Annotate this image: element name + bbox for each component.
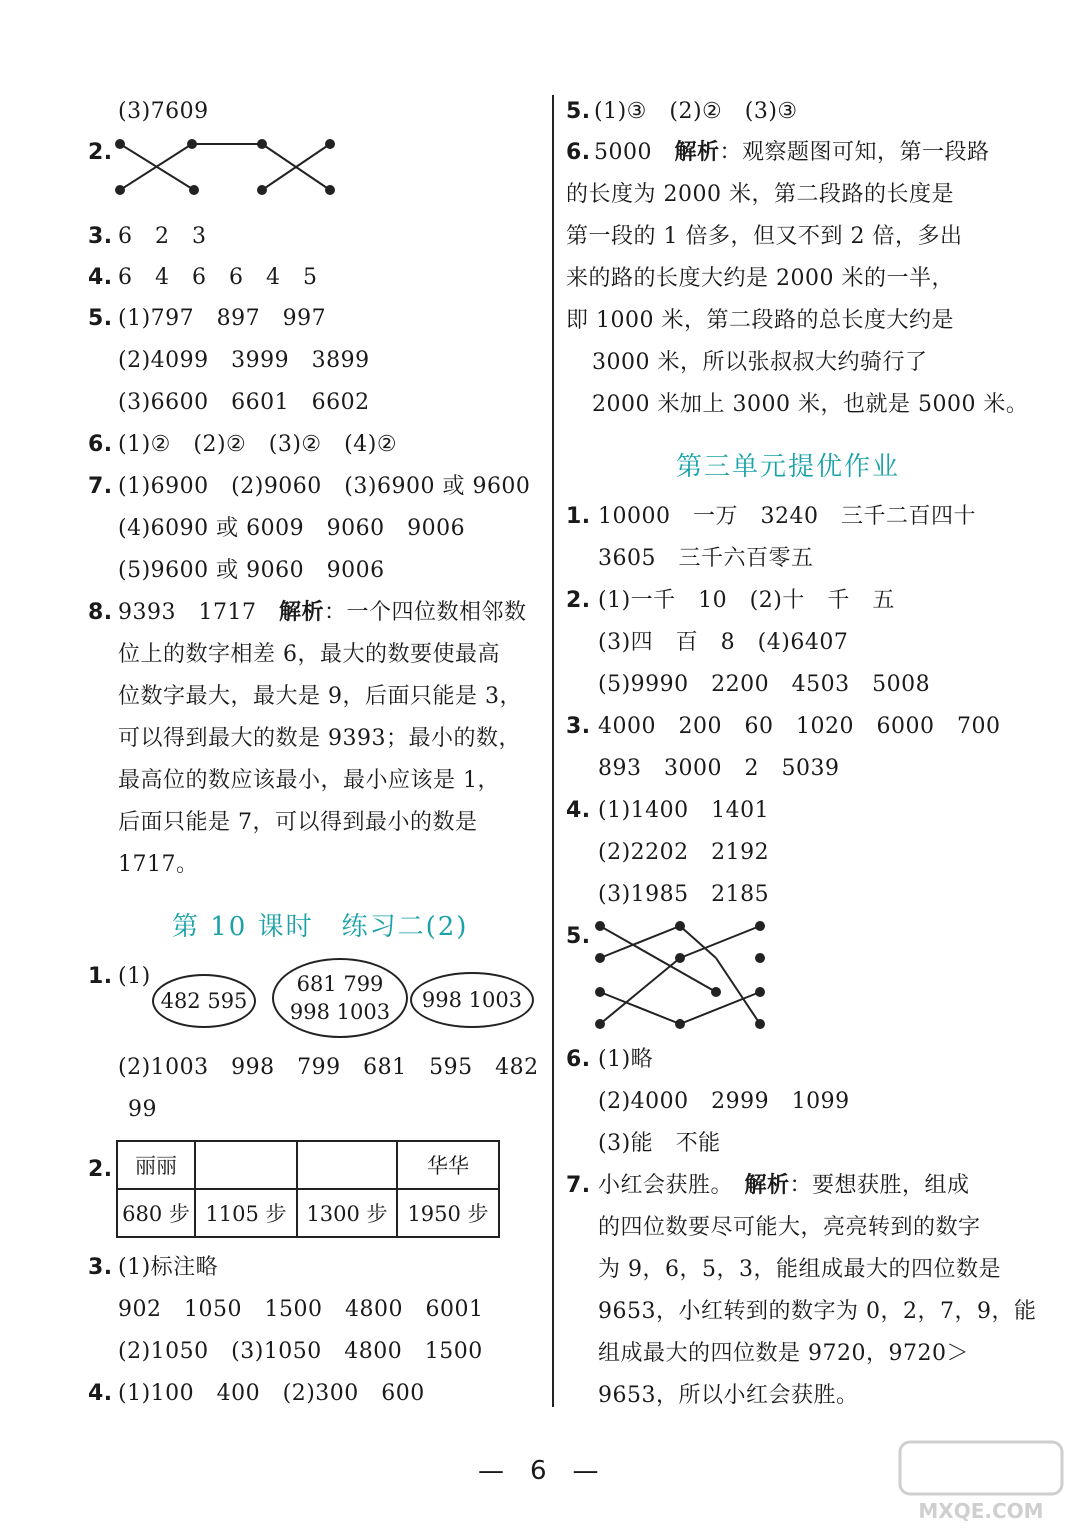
question-number: 4. xyxy=(88,1381,113,1406)
question-number: 8. xyxy=(88,600,113,625)
answer-line: (2)4099 3999 3899 xyxy=(118,348,370,373)
answer-line: 6 2 3 xyxy=(118,224,207,249)
table-cell: 680 步 xyxy=(117,1189,195,1237)
answer-line: (1)一千 10 (2)十 千 五 xyxy=(598,588,895,613)
answer-line: 3605 三千六百零五 xyxy=(598,546,814,571)
answer-line: 组成最大的四位数是 9720，9720＞ xyxy=(598,1341,969,1366)
number-ellipse: 681 799 998 1003 xyxy=(272,958,408,1038)
answer-line: 4000 200 60 1020 6000 700 xyxy=(598,714,1001,739)
question-number: 3. xyxy=(566,714,591,739)
answer-line: 来的路的长度大约是 2000 米的一半， xyxy=(566,266,954,291)
table-row xyxy=(117,1189,499,1237)
answer-line: 3000 米，所以张叔叔大约骑行了 xyxy=(592,350,928,375)
answer-line: (3)6600 6601 6602 xyxy=(118,390,370,415)
answer-line: 902 1050 1500 4800 6001 xyxy=(118,1297,484,1322)
question-number: 4. xyxy=(88,265,113,290)
table-cell: 1950 步 xyxy=(397,1189,499,1237)
table-cell xyxy=(297,1141,397,1189)
answer-line: 6 4 6 6 4 5 xyxy=(118,265,318,290)
question-number: 2. xyxy=(88,140,113,165)
answer-line: (1)③ (2)② (3)③ xyxy=(594,99,798,124)
question-number: 1. xyxy=(88,964,113,989)
answer-line: 的四位数要尽可能大，亮亮转到的数字 xyxy=(598,1215,981,1240)
answer-line: 可以得到最大的数是 9393；最小的数， xyxy=(118,726,521,751)
answer-line: 99 xyxy=(128,1097,157,1122)
answer-line: 9393 1717 解析：一个四位数相邻数 xyxy=(118,600,527,625)
table-cell: 1300 步 xyxy=(297,1189,397,1237)
answer-line: (1)② (2)② (3)② (4)② xyxy=(118,432,398,457)
watermark-logo xyxy=(896,1438,1066,1528)
number-ellipse: 482 595 xyxy=(152,974,256,1028)
answer-line: (3)7609 xyxy=(118,99,209,124)
answer-line: (3)能 不能 xyxy=(598,1131,721,1156)
steps-table xyxy=(116,1140,500,1238)
page-number: — 6 — xyxy=(478,1456,599,1486)
answer-line: 后面只能是 7，可以得到最小的数是 xyxy=(118,810,478,835)
analysis-keyword: 解析 xyxy=(674,140,720,165)
answer-line: (2)2202 2192 xyxy=(598,840,770,865)
answer-line: (3)四 百 8 (4)6407 xyxy=(598,630,849,655)
matching-lines-diagram xyxy=(592,912,772,1032)
answer-line: (1)100 400 (2)300 600 xyxy=(118,1381,425,1406)
answer-line: (2)1003 998 799 681 595 482 xyxy=(118,1055,539,1080)
question-number: 5. xyxy=(566,99,591,124)
answer-line: (4)6090 或 6009 9060 9006 xyxy=(118,516,466,541)
question-number: 3. xyxy=(88,224,113,249)
question-number: 1. xyxy=(566,504,591,529)
question-number: 6. xyxy=(566,1047,591,1072)
answer-line: 即 1000 米，第二段路的总长度大约是 xyxy=(566,308,954,333)
answer-line: (5)9600 或 9060 9006 xyxy=(118,558,385,583)
answer-line: (3)1985 2185 xyxy=(598,882,770,907)
answer-line: (1)1400 1401 xyxy=(598,798,770,823)
answer-line: 小红会获胜。 解析：要想获胜，组成 xyxy=(598,1173,970,1198)
question-number: 5. xyxy=(88,306,113,331)
watermark-text: MXQE.COM xyxy=(918,1499,1044,1523)
answer-line: (1)6900 (2)9060 (3)6900 或 9600 xyxy=(118,474,531,499)
question-number: 7. xyxy=(566,1173,591,1198)
answer-line: 为 9，6，5，3，能组成最大的四位数是 xyxy=(598,1257,1001,1282)
answer-line: (1)标注略 xyxy=(118,1255,219,1280)
question-number: 6. xyxy=(88,432,113,457)
answer-line: (1) xyxy=(118,964,151,989)
section-title: 第 10 课时 练习二(2) xyxy=(172,912,469,942)
analysis-keyword: 解析 xyxy=(278,600,324,625)
question-number: 7. xyxy=(88,474,113,499)
answer-line: 第一段的 1 倍多，但又不到 2 倍，多出 xyxy=(566,224,963,249)
table-cell: 华华 xyxy=(397,1141,499,1189)
answer-line: 位上的数字相差 6，最大的数要使最高 xyxy=(118,642,500,667)
answer-line: 最高位的数应该最小，最小应该是 1， xyxy=(118,768,500,793)
question-number: 2. xyxy=(566,588,591,613)
answer-line: (5)9990 2200 4503 5008 xyxy=(598,672,931,697)
question-number: 6. xyxy=(566,140,591,165)
table-cell xyxy=(195,1141,297,1189)
number-ellipse: 998 1003 xyxy=(410,972,534,1028)
matching-lines-diagram xyxy=(112,134,342,198)
answer-line: (2)1050 (3)1050 4800 1500 xyxy=(118,1339,483,1364)
answer-line: 9653，小红转到的数字为 0，2，7，9，能 xyxy=(598,1299,1037,1324)
analysis-keyword: 解析 xyxy=(744,1173,790,1198)
column-divider xyxy=(552,95,554,1407)
table-row xyxy=(117,1141,499,1189)
question-number: 5. xyxy=(566,924,591,949)
answer-line: 位数字最大，最大是 9，后面只能是 3， xyxy=(118,684,522,709)
question-number: 2. xyxy=(88,1157,113,1182)
table-cell: 1105 步 xyxy=(195,1189,297,1237)
answer-line: 893 3000 2 5039 xyxy=(598,756,840,781)
answer-line: (2)4000 2999 1099 xyxy=(598,1089,850,1114)
question-number: 4. xyxy=(566,798,591,823)
answer-line: (1)略 xyxy=(598,1047,654,1072)
answer-line: (1)797 897 997 xyxy=(118,306,327,331)
answer-line: 的长度为 2000 米，第二段路的长度是 xyxy=(566,182,954,207)
answer-line: 2000 米加上 3000 米，也就是 5000 米。 xyxy=(592,392,1029,417)
answer-line: 10000 一万 3240 三千二百四十 xyxy=(598,504,976,529)
table-cell: 丽丽 xyxy=(117,1141,195,1189)
answer-line: 1717。 xyxy=(118,852,199,877)
section-title: 第三单元提优作业 xyxy=(676,452,901,482)
answer-line: 5000 解析：观察题图可知，第一段路 xyxy=(594,140,990,165)
question-number: 3. xyxy=(88,1255,113,1280)
answer-line: 9653，所以小红会获胜。 xyxy=(598,1383,859,1408)
